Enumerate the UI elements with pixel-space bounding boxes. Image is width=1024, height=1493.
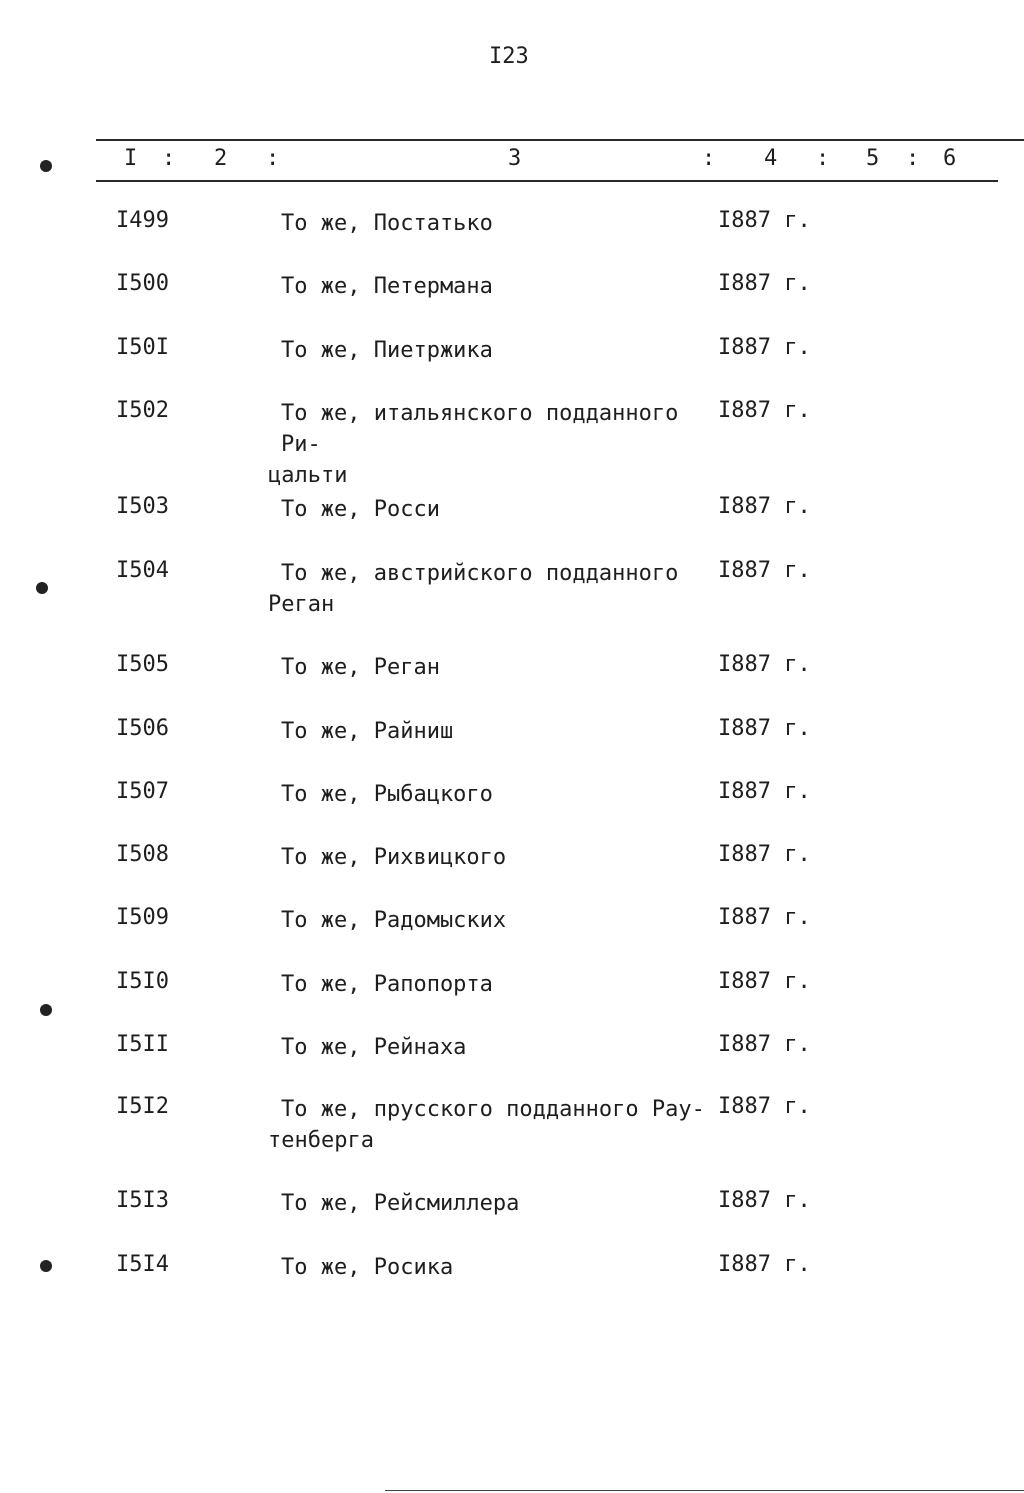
header-separator: :: [702, 146, 716, 171]
table-header-rule: [96, 180, 998, 182]
row-description: [268, 1094, 708, 1156]
row-description: [268, 779, 708, 810]
description-line: То же, Постатько: [281, 211, 493, 236]
row-description: [268, 398, 708, 491]
row-number: I505: [116, 652, 169, 677]
row-number: I5I2: [116, 1094, 169, 1119]
row-description: [268, 494, 708, 525]
header-separator: :: [162, 146, 176, 171]
row-description: [268, 558, 708, 620]
row-number: I509: [116, 905, 169, 930]
description-line: То же, Петермана: [281, 274, 493, 299]
description-line: Реган: [268, 592, 335, 617]
row-number: I5I0: [116, 969, 169, 994]
description-line: То же, австрийского подданного: [281, 561, 679, 586]
row-number: I503: [116, 494, 169, 519]
row-year: I887 г.: [718, 398, 811, 423]
header-separator: :: [906, 146, 920, 171]
table-top-rule: [96, 139, 1024, 141]
row-year: I887 г.: [718, 652, 811, 677]
description-line: То же, Росика: [281, 1255, 454, 1280]
row-description: [268, 842, 708, 873]
header-col-6: 6: [943, 146, 957, 171]
punch-hole-mark: [40, 1004, 52, 1016]
row-year: I887 г.: [718, 208, 811, 233]
punch-hole-mark: [40, 1260, 52, 1272]
row-number: I507: [116, 779, 169, 804]
row-description: [268, 716, 708, 747]
row-year: I887 г.: [718, 779, 811, 804]
row-year: I887 г.: [718, 716, 811, 741]
row-year: I887 г.: [718, 558, 811, 583]
description-line: То же, Рейсмиллера: [281, 1191, 520, 1216]
row-year: I887 г.: [718, 1032, 811, 1057]
description-line: То же, Рыбацкого: [281, 782, 493, 807]
row-year: I887 г.: [718, 335, 811, 360]
row-year: I887 г.: [718, 842, 811, 867]
description-line: То же, Радомыских: [281, 908, 507, 933]
description-line: цальти: [268, 463, 348, 488]
row-number: I502: [116, 398, 169, 423]
description-line: То же, Пиетржика: [281, 338, 493, 363]
row-year: I887 г.: [718, 494, 811, 519]
row-number: I5I3: [116, 1188, 169, 1213]
row-year: I887 г.: [718, 1188, 811, 1213]
header-separator: :: [816, 146, 830, 171]
row-number: I50I: [116, 335, 169, 360]
description-line: То же, итальянского подданного Ри-: [281, 401, 679, 457]
page-edge-line: [385, 1490, 1024, 1491]
header-col-3: 3: [508, 146, 522, 171]
row-year: I887 г.: [718, 1094, 811, 1119]
row-number: I508: [116, 842, 169, 867]
row-description: [268, 905, 708, 936]
punch-hole-mark: [40, 160, 52, 172]
row-description: [268, 1032, 708, 1063]
description-line: То же, прусского подданного Рау-: [281, 1097, 705, 1122]
row-description: [268, 208, 708, 239]
row-description: [268, 335, 708, 366]
row-number: I504: [116, 558, 169, 583]
row-year: I887 г.: [718, 1252, 811, 1277]
row-year: I887 г.: [718, 271, 811, 296]
row-number: I499: [116, 208, 169, 233]
description-line: То же, Реган: [281, 655, 440, 680]
row-description: [268, 271, 708, 302]
row-description: [268, 969, 708, 1000]
description-line: тенберга: [268, 1128, 374, 1153]
row-number: I506: [116, 716, 169, 741]
header-separator: :: [266, 146, 280, 171]
row-number: I5II: [116, 1032, 169, 1057]
header-col-4: 4: [764, 146, 778, 171]
row-description: [268, 652, 708, 683]
header-col-2: 2: [214, 146, 228, 171]
row-year: I887 г.: [718, 905, 811, 930]
row-number: I500: [116, 271, 169, 296]
header-col-5: 5: [866, 146, 880, 171]
description-line: То же, Росси: [281, 497, 440, 522]
row-number: I5I4: [116, 1252, 169, 1277]
page-number: I23: [489, 44, 529, 69]
description-line: То же, Райниш: [281, 719, 454, 744]
description-line: То же, Рейнаха: [281, 1035, 467, 1060]
row-description: [268, 1252, 708, 1283]
punch-hole-mark: [36, 582, 48, 594]
row-description: [268, 1188, 708, 1219]
header-col-1: I: [124, 146, 138, 171]
description-line: То же, Рапопорта: [281, 972, 493, 997]
description-line: То же, Рихвицкого: [281, 845, 507, 870]
row-year: I887 г.: [718, 969, 811, 994]
